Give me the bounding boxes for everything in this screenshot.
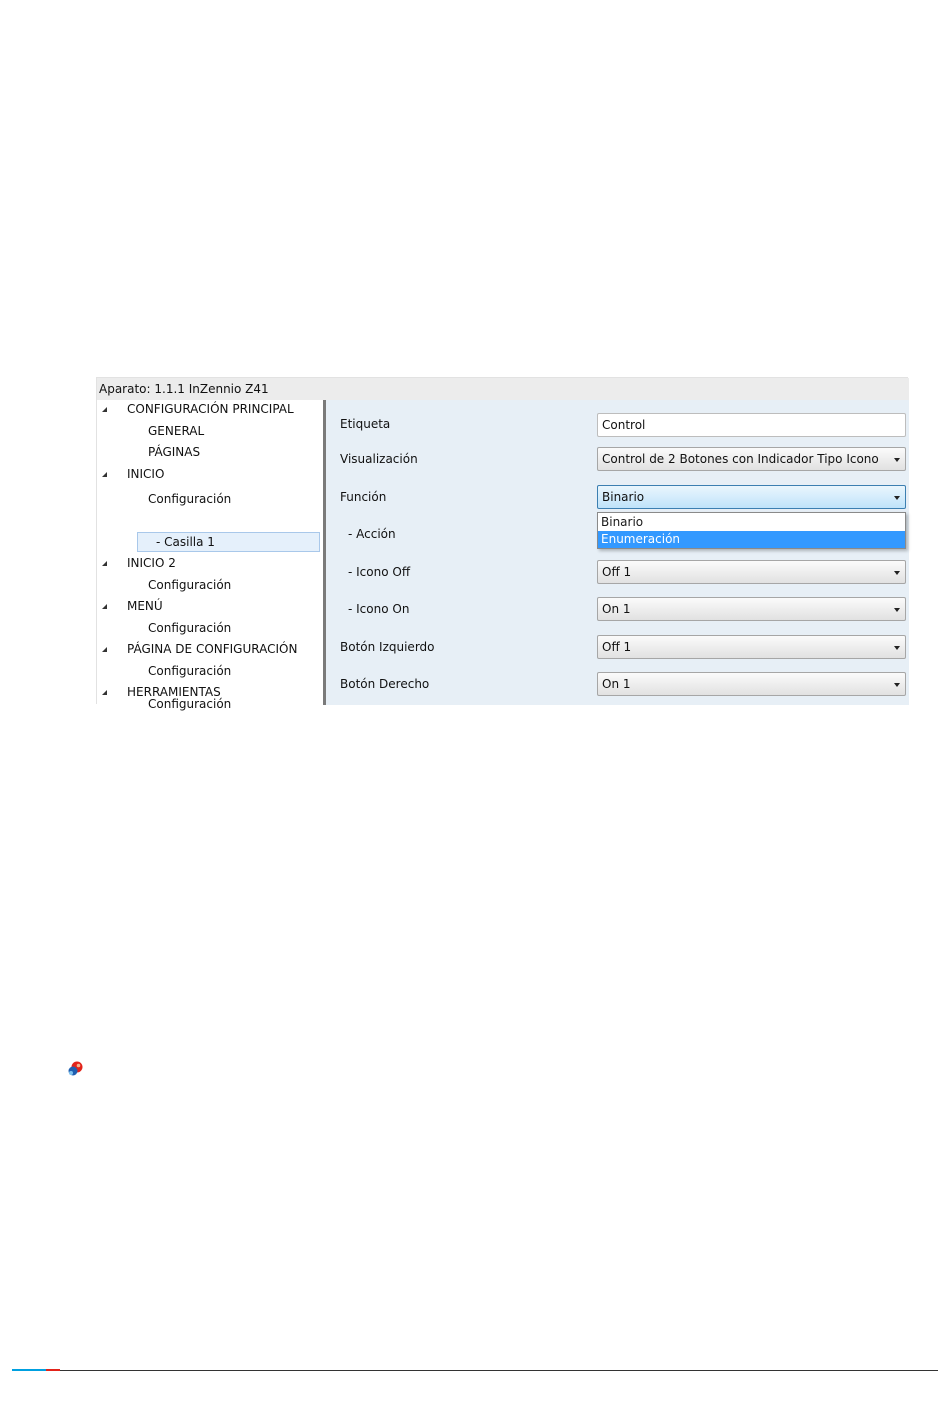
- parameter-tree: [97, 400, 326, 711]
- chevron-down-icon: [894, 683, 900, 687]
- footer-rule: [12, 1370, 938, 1371]
- expand-triangle-icon[interactable]: [102, 407, 107, 412]
- zennio-logo-icon: [66, 1060, 84, 1078]
- icono-on-select[interactable]: [597, 597, 906, 621]
- icono-off-select[interactable]: [597, 560, 906, 584]
- tree-item-label: GENERAL: [148, 424, 205, 438]
- tree-item-label: INICIO 2: [127, 556, 176, 570]
- icono-off-label: - Icono Off: [348, 565, 411, 579]
- parameter-panel: [326, 400, 909, 705]
- tree-item-label: Configuración: [148, 621, 232, 635]
- dropdown-option-binario[interactable]: Binario: [601, 515, 644, 529]
- icono-on-value: On 1: [602, 602, 631, 616]
- accion-label: - Acción: [348, 527, 396, 541]
- visualizacion-value: Control de 2 Botones con Indicador Tipo Icono: [602, 452, 879, 466]
- boton-derecho-select[interactable]: [597, 672, 906, 696]
- chevron-down-icon: [894, 496, 900, 500]
- boton-izquierdo-value: Off 1: [602, 640, 632, 654]
- expand-triangle-icon[interactable]: [102, 690, 107, 695]
- device-title: Aparato: 1.1.1 InZennio Z41: [97, 378, 909, 400]
- etiqueta-label: Etiqueta: [340, 417, 391, 431]
- icono-off-value: Off 1: [602, 565, 632, 579]
- tree-item-label: Configuración: [148, 664, 232, 678]
- tree-item-label: Configuración: [148, 492, 232, 506]
- tree-item-label: PÁGINAS: [148, 445, 201, 459]
- boton-derecho-label: Botón Derecho: [340, 677, 430, 691]
- parameter-window: [96, 377, 908, 711]
- tree-item-label: MENÚ: [127, 599, 163, 613]
- expand-triangle-icon[interactable]: [102, 561, 107, 566]
- chevron-down-icon: [894, 646, 900, 650]
- funcion-dropdown-list: [597, 512, 906, 549]
- boton-izquierdo-label: Botón Izquierdo: [340, 640, 435, 654]
- boton-izquierdo-select[interactable]: [597, 635, 906, 659]
- tree-item-label: HERRAMIENTAS: [127, 685, 221, 699]
- expand-triangle-icon[interactable]: [102, 647, 107, 652]
- footer-accent-red: [46, 1369, 60, 1371]
- etiqueta-input[interactable]: Control: [597, 413, 906, 437]
- tree-item-label: INICIO: [127, 467, 165, 481]
- chevron-down-icon: [894, 571, 900, 575]
- visualizacion-select[interactable]: [597, 447, 906, 471]
- funcion-value: Binario: [602, 490, 645, 504]
- tree-item-label: Configuración: [148, 697, 232, 711]
- funcion-select[interactable]: [597, 485, 906, 509]
- footer-accent-blue: [12, 1369, 46, 1371]
- visualizacion-label: Visualización: [340, 452, 418, 466]
- boton-derecho-value: On 1: [602, 677, 631, 691]
- expand-triangle-icon[interactable]: [102, 604, 107, 609]
- tree-item-label: Configuración: [148, 578, 232, 592]
- tree-item-label: PÁGINA DE CONFIGURACIÓN: [127, 642, 298, 656]
- icono-on-label: - Icono On: [348, 602, 410, 616]
- tree-item-label: - Casilla 1: [156, 535, 215, 549]
- expand-triangle-icon[interactable]: [102, 472, 107, 477]
- tree-item-label: CONFIGURACIÓN PRINCIPAL: [127, 402, 294, 416]
- dropdown-option-enumeracion[interactable]: Enumeración: [598, 531, 905, 548]
- funcion-label: Función: [340, 490, 387, 504]
- chevron-down-icon: [894, 608, 900, 612]
- chevron-down-icon: [894, 458, 900, 462]
